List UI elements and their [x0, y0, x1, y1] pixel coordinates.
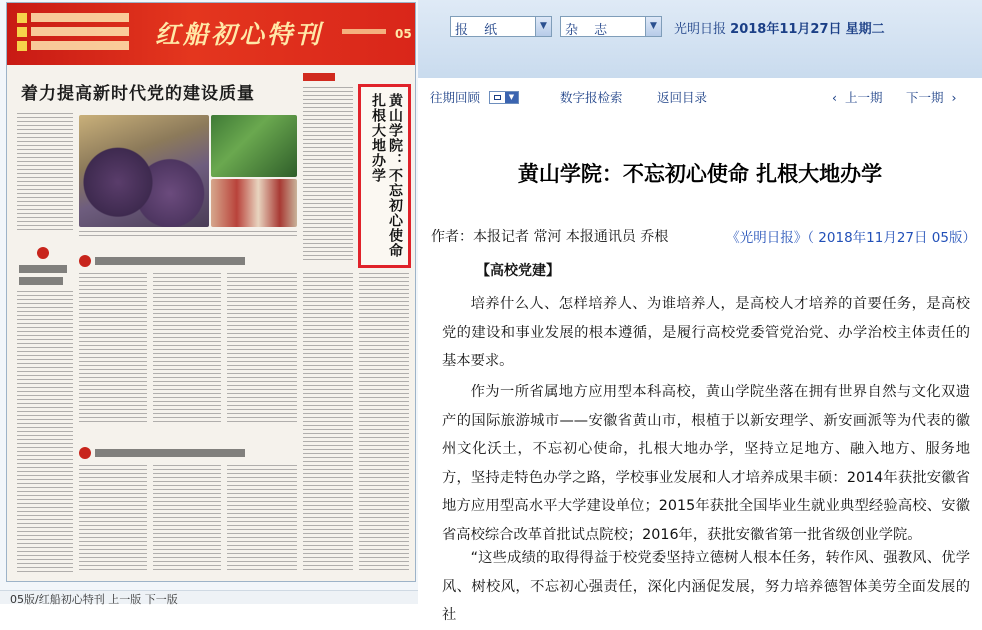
section-subhead: [95, 257, 245, 265]
chevron-down-icon: ▼: [505, 92, 518, 103]
text-column: [17, 113, 73, 233]
article-photo: [211, 115, 297, 177]
toolbar: [418, 0, 982, 78]
digital-search-link[interactable]: 数字报检索: [560, 90, 623, 105]
section-label: [303, 73, 335, 81]
article-highlight-box[interactable]: [358, 84, 411, 268]
prev-issue-label: 上一期: [844, 90, 883, 105]
section-marker: [79, 255, 91, 267]
article-paragraph: “这些成绩的取得得益于校党委坚持立德树人根本任务，转作风、强教风、优学风、树校风，不忘初心强责任，深化内涵促发展，努力培养德智体美劳全面发展的社: [442, 550, 970, 623]
section-tag: 【高校党建】: [476, 263, 560, 279]
section-marker: [79, 447, 91, 459]
paper-type-value: 报 纸: [455, 23, 504, 38]
navigation-bar: [418, 82, 982, 108]
text-column: [227, 465, 297, 573]
chevron-left-icon: ‹: [832, 90, 837, 105]
text-column: [227, 273, 297, 423]
newspaper-page-image[interactable]: [6, 2, 416, 582]
text-column: [79, 273, 147, 423]
next-issue-link[interactable]: [906, 88, 956, 106]
masthead-line: [31, 27, 129, 36]
section-marker: [37, 247, 49, 259]
article-photo: [211, 179, 297, 227]
next-issue-label: 下一期: [906, 90, 944, 105]
paper-type-select[interactable]: [450, 16, 552, 37]
prev-issue-link[interactable]: [832, 88, 882, 106]
article-paragraph: 培养什么人、怎样培养人、为谁培养人，是高校人才培养的首要任务，是高校党的建设和事业发展的根本遵循，是履行高校党委管党治党、办学治校主体责任的基本要求。: [442, 296, 970, 369]
masthead-date: [342, 29, 386, 34]
text-column: [79, 465, 147, 573]
back-to-index-link[interactable]: 返回目录: [657, 90, 708, 105]
issue-date: 2018年11月27日: [730, 22, 842, 37]
article-paragraph: 作为一所省属地方应用型本科高校，黄山学院坐落在拥有世界自然与文化双遗产的国际旅游城市——安徽省黄山市，根植于以新安理学、新安画派等为代表的徽州文化沃土，不忘初心使命，扎根大地办学，坚持立足地方、融入地方、服务地方，坚持走特色办学之路，学校事业发展和人才培养成果丰硕：2014年获批安徽省地方应用型高水平大学建设单位；2015年获批全国毕业生就业典型经验高校、安徽省高校综合改革首批试点院校；2016年，获批安徽省第一批省级创业学院。: [442, 384, 970, 543]
chevron-down-icon[interactable]: ▼: [645, 17, 661, 36]
issue-weekday: 星期二: [845, 22, 885, 37]
article-source[interactable]: 《光明日报》（ 2018年11月27日 05版）: [726, 230, 976, 246]
text-column: [153, 465, 221, 573]
newspaper-headline[interactable]: 着力提高新时代党的建设质量: [21, 84, 255, 104]
newspaper-masthead: [7, 3, 415, 65]
masthead-bullet: [17, 13, 27, 23]
article-byline: 作者：本报记者 常河 本报通讯员 乔根: [431, 229, 669, 245]
article-photo: [79, 115, 209, 227]
calendar-icon: [490, 92, 505, 103]
text-column: [17, 291, 73, 573]
chevron-right-icon: ›: [951, 90, 957, 105]
masthead-line: [31, 13, 129, 22]
chevron-down-icon[interactable]: ▼: [535, 17, 551, 36]
magazine-select[interactable]: [560, 16, 662, 37]
page-list-strip: [0, 590, 418, 604]
text-column: [153, 273, 221, 423]
section-subhead: [95, 449, 245, 457]
page-list-text[interactable]: 05版/红船初心特刊 上一版 下一版: [10, 593, 178, 606]
masthead-bullet: [17, 27, 27, 37]
section-subhead: [19, 265, 67, 273]
text-column: [303, 87, 353, 263]
masthead-title: 红船初心特刊: [155, 20, 324, 49]
highlighted-article-title[interactable]: 黄山学院：不忘初心使命 扎根大地办学: [370, 93, 403, 258]
magazine-value: 杂 志: [565, 23, 614, 38]
text-column: [359, 273, 409, 573]
publication-name: 光明日报: [674, 22, 727, 37]
section-subhead: [19, 277, 63, 285]
masthead-page-number: 05: [395, 27, 412, 41]
masthead-bullet: [17, 41, 27, 51]
past-review-link[interactable]: 往期回顾: [430, 90, 481, 105]
photo-caption: [79, 231, 297, 239]
text-column: [303, 273, 353, 573]
publication-date: [674, 18, 885, 37]
article-title: 黄山学院：不忘初心使命 扎根大地办学: [517, 162, 883, 186]
article-pane: [418, 0, 982, 623]
newspaper-pane: [0, 0, 418, 606]
masthead-line: [31, 41, 129, 50]
calendar-picker-button[interactable]: [489, 91, 519, 104]
